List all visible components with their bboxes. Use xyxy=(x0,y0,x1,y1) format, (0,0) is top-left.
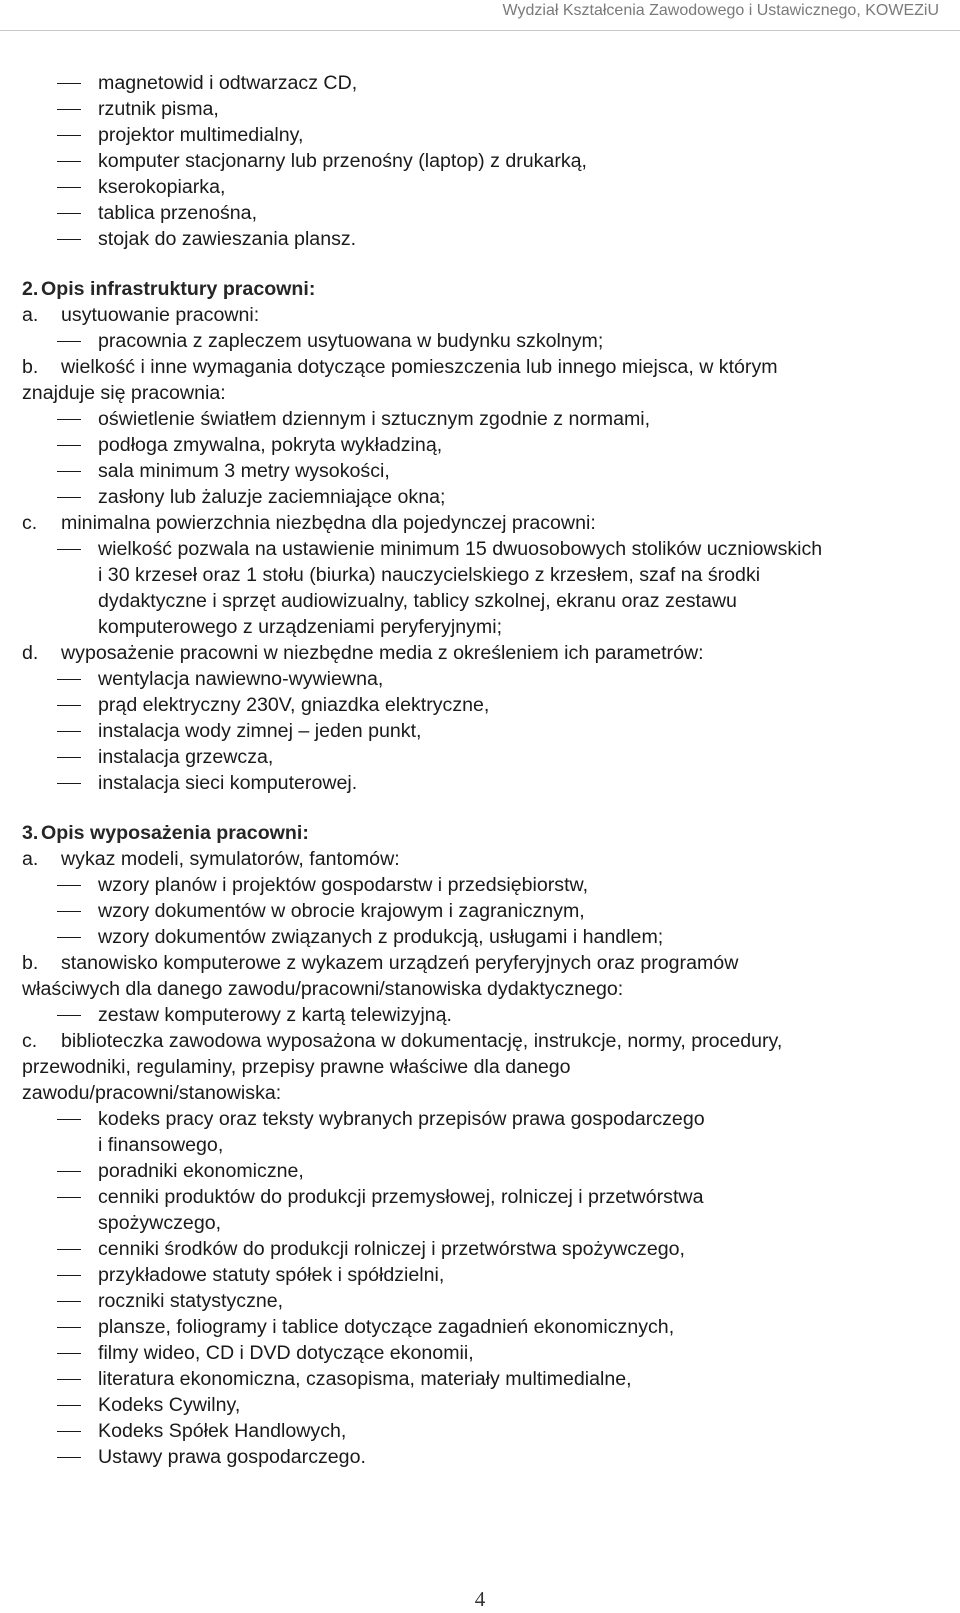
list-dash xyxy=(57,1119,81,1120)
page-number: 4 xyxy=(474,1587,486,1611)
list-item: Kodeks Spółek Handlowych, xyxy=(98,1420,347,1442)
section-number: 2. xyxy=(22,278,39,300)
list-dash xyxy=(57,705,81,706)
list-dash xyxy=(57,1171,81,1172)
list-item: wentylacja nawiewno-wywiewna, xyxy=(98,668,384,690)
section-heading: Opis infrastruktury pracowni: xyxy=(41,278,316,300)
list-item-continuation: dydaktyczne i sprzęt audiowizualny, tablicy szkolnej, ekranu oraz zestawu xyxy=(98,590,737,612)
list-dash xyxy=(57,161,81,162)
list-item: kserokopiarka, xyxy=(98,176,226,198)
subsection-continuation: właściwych dla danego zawodu/pracowni/stanowiska dydaktycznego: xyxy=(22,978,624,1000)
subsection-text: wykaz modeli, symulatorów, fantomów: xyxy=(61,848,400,870)
list-dash xyxy=(57,341,81,342)
list-dash xyxy=(57,239,81,240)
list-item: przykładowe statuty spółek i spółdzielni, xyxy=(98,1264,445,1286)
list-item-continuation: komputerowego z urządzeniami peryferyjnymi; xyxy=(98,616,503,638)
list-item: magnetowid i odtwarzacz CD, xyxy=(98,72,358,94)
list-dash xyxy=(57,1457,81,1458)
list-dash xyxy=(57,1405,81,1406)
list-dash xyxy=(57,1015,81,1016)
list-item: literatura ekonomiczna, czasopisma, materiały multimedialne, xyxy=(98,1368,632,1390)
list-item: sala minimum 3 metry wysokości, xyxy=(98,460,390,482)
item-letter: b. xyxy=(22,952,39,974)
list-item: podłoga zmywalna, pokryta wykładziną, xyxy=(98,434,443,456)
list-dash xyxy=(57,1249,81,1250)
header-title: Wydział Kształcenia Zawodowego i Ustawicznego, KOWEZiU xyxy=(502,2,939,19)
item-letter: a. xyxy=(22,848,39,870)
list-item: instalacja sieci komputerowej. xyxy=(98,772,358,794)
list-dash xyxy=(57,419,81,420)
list-item: komputer stacjonarny lub przenośny (laptop) z drukarką, xyxy=(98,150,587,172)
item-letter: c. xyxy=(22,1030,38,1052)
list-dash xyxy=(57,1379,81,1380)
subsection-text: stanowisko komputerowe z wykazem urządzeń peryferyjnych oraz programów xyxy=(61,952,739,974)
list-item: plansze, foliogramy i tablice dotyczące zagadnień ekonomicznych, xyxy=(98,1316,675,1338)
list-dash xyxy=(57,1301,81,1302)
list-dash xyxy=(57,213,81,214)
list-item: filmy wideo, CD i DVD dotyczące ekonomii, xyxy=(98,1342,474,1364)
list-dash xyxy=(57,471,81,472)
list-item: Ustawy prawa gospodarczego. xyxy=(98,1446,366,1468)
list-item: Kodeks Cywilny, xyxy=(98,1394,241,1416)
list-dash xyxy=(57,497,81,498)
item-letter: c. xyxy=(22,512,38,534)
list-dash xyxy=(57,187,81,188)
list-item: wielkość pozwala na ustawienie minimum 15 dwuosobowych stolików uczniowskich xyxy=(98,538,823,560)
subsection-continuation: zawodu/pracowni/stanowiska: xyxy=(22,1082,282,1104)
list-item: cenniki produktów do produkcji przemysłowej, rolniczej i przetwórstwa xyxy=(98,1186,704,1208)
list-item: stojak do zawieszania plansz. xyxy=(98,228,357,250)
list-item: prąd elektryczny 230V, gniazdka elektryczne, xyxy=(98,694,490,716)
list-item: wzory planów i projektów gospodarstw i przedsiębiorstw, xyxy=(98,874,589,896)
list-dash xyxy=(57,757,81,758)
list-item: oświetlenie światłem dziennym i sztucznym zgodnie z normami, xyxy=(98,408,651,430)
list-item: poradniki ekonomiczne, xyxy=(98,1160,304,1182)
list-item: kodeks pracy oraz teksty wybranych przepisów prawa gospodarczego xyxy=(98,1108,705,1130)
list-dash xyxy=(57,937,81,938)
list-item: wzory dokumentów związanych z produkcją, usługami i handlem; xyxy=(98,926,664,948)
section-heading: Opis wyposażenia pracowni: xyxy=(41,822,309,844)
list-item-continuation: i 30 krzeseł oraz 1 stołu (biurka) nauczycielskiego z krzesłem, szaf na środki xyxy=(98,564,761,586)
subsection-continuation: przewodniki, regulaminy, przepisy prawne właściwe dla danego xyxy=(22,1056,571,1078)
list-item-continuation: spożywczego, xyxy=(98,1212,222,1234)
subsection-continuation: znajduje się pracownia: xyxy=(22,382,226,404)
item-letter: d. xyxy=(22,642,39,664)
list-dash xyxy=(57,549,81,550)
subsection-text: wyposażenie pracowni w niezbędne media z określeniem ich parametrów: xyxy=(61,642,704,664)
page-header xyxy=(0,0,960,31)
list-dash xyxy=(57,679,81,680)
list-item: rzutnik pisma, xyxy=(98,98,219,120)
list-item: cenniki środków do produkcji rolniczej i przetwórstwa spożywczego, xyxy=(98,1238,685,1260)
list-dash xyxy=(57,911,81,912)
list-dash xyxy=(57,1197,81,1198)
list-item: roczniki statystyczne, xyxy=(98,1290,284,1312)
list-item-continuation: i finansowego, xyxy=(98,1134,224,1156)
list-dash xyxy=(57,731,81,732)
subsection-text: biblioteczka zawodowa wyposażona w dokumentację, instrukcje, normy, procedury, xyxy=(61,1030,783,1052)
list-dash xyxy=(57,783,81,784)
subsection-text: minimalna powierzchnia niezbędna dla pojedynczej pracowni: xyxy=(61,512,596,534)
section-number: 3. xyxy=(22,822,39,844)
list-dash xyxy=(57,83,81,84)
list-item: wzory dokumentów w obrocie krajowym i zagranicznym, xyxy=(98,900,585,922)
list-item: instalacja wody zimnej – jeden punkt, xyxy=(98,720,422,742)
list-dash xyxy=(57,1431,81,1432)
list-dash xyxy=(57,135,81,136)
list-item: projektor multimedialny, xyxy=(98,124,304,146)
item-letter: b. xyxy=(22,356,39,378)
list-item: tablica przenośna, xyxy=(98,202,258,224)
item-letter: a. xyxy=(22,304,39,326)
list-dash xyxy=(57,1353,81,1354)
list-dash xyxy=(57,1327,81,1328)
subsection-text: wielkość i inne wymagania dotyczące pomieszczenia lub innego miejsca, w którym xyxy=(61,356,778,378)
subsection-text: usytuowanie pracowni: xyxy=(61,304,260,326)
list-dash xyxy=(57,445,81,446)
list-item: zasłony lub żaluzje zaciemniające okna; xyxy=(98,486,446,508)
list-dash xyxy=(57,885,81,886)
list-dash xyxy=(57,109,81,110)
list-dash xyxy=(57,1275,81,1276)
list-item: instalacja grzewcza, xyxy=(98,746,274,768)
list-item: zestaw komputerowy z kartą telewizyjną. xyxy=(98,1004,452,1026)
list-item: pracownia z zapleczem usytuowana w budynku szkolnym; xyxy=(98,330,604,352)
